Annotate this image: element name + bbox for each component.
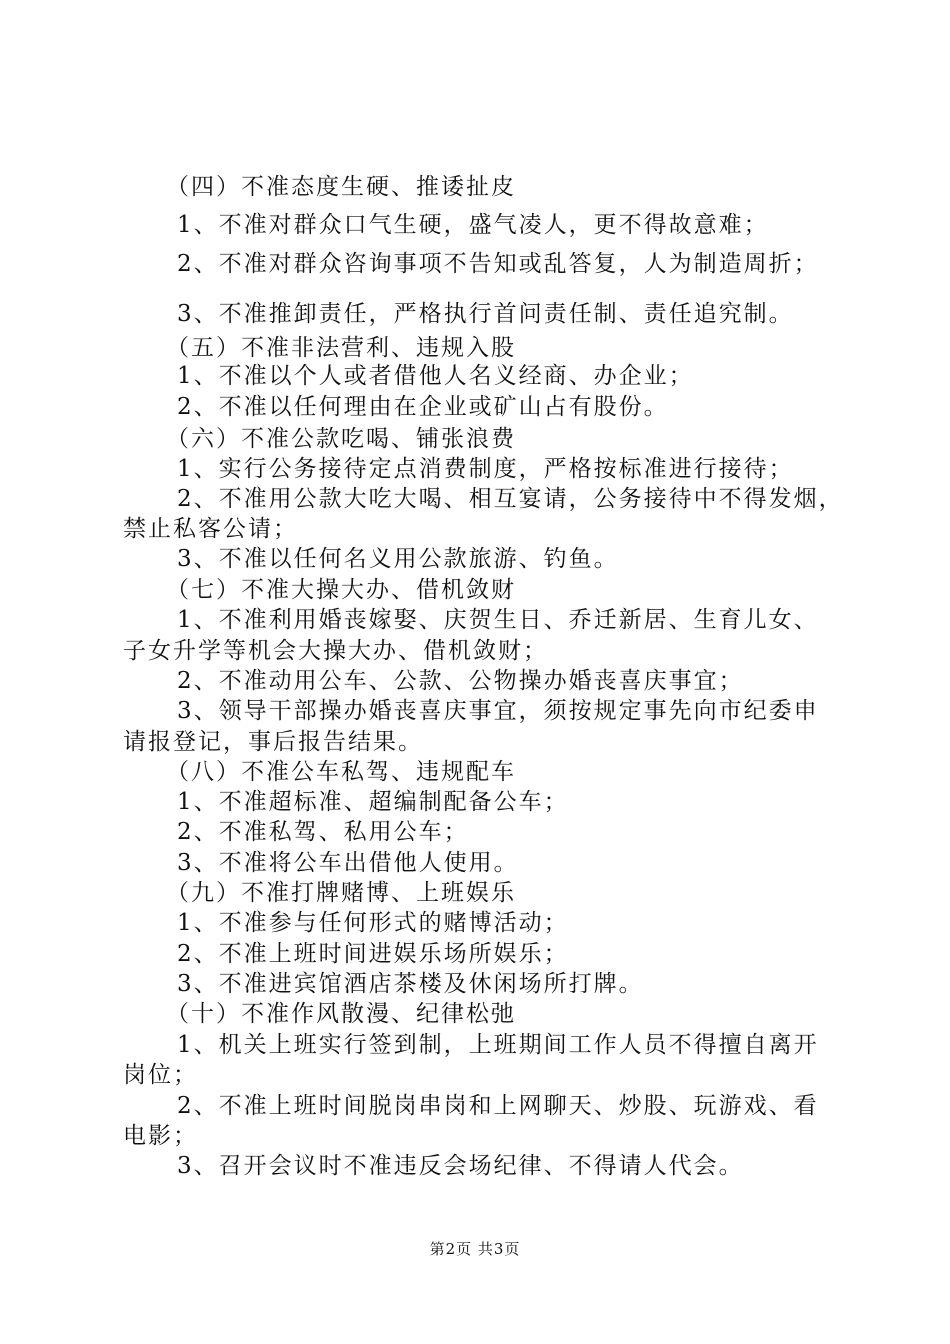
- page-number-footer: 第2页 共3页: [429, 1240, 521, 1258]
- item-10-1: 1、机关上班实行签到制，上班期间工作人员不得擅自离开: [177, 1032, 819, 1058]
- item-4-3: 3、不准推卸责任，严格执行首问责任制、责任追究制。: [177, 301, 794, 327]
- section-heading-6: （六）不准公款吃喝、铺张浪费: [166, 426, 516, 452]
- item-7-1: 1、不准利用婚丧嫁娶、庆贺生日、乔迁新居、生育儿女、: [177, 607, 819, 633]
- item-6-1: 1、实行公务接待定点消费制度，严格按标准进行接待；: [177, 456, 794, 482]
- item-5-1: 1、不准以个人或者借他人名义经商、办企业；: [177, 363, 694, 389]
- item-6-2-continued: 禁止私客公请；: [123, 516, 298, 542]
- item-9-3: 3、不准进宾馆酒店茶楼及休闲场所打牌。: [177, 971, 644, 997]
- item-10-2: 2、不准上班时间脱岗串岗和上网聊天、炒股、玩游戏、看: [177, 1093, 819, 1119]
- section-heading-7: （七）不准大操大办、借机敛财: [166, 577, 516, 603]
- item-10-1-continued: 岗位；: [123, 1062, 198, 1088]
- item-8-1: 1、不准超标准、超编制配备公车；: [177, 789, 569, 815]
- item-4-2: 2、不准对群众咨询事项不告知或乱答复，人为制造周折；: [177, 251, 819, 277]
- item-9-1: 1、不准参与任何形式的赌博活动；: [177, 910, 569, 936]
- item-7-3: 3、领导干部操办婚丧喜庆事宜，须按规定事先向市纪委申: [177, 698, 819, 724]
- section-heading-5: （五）不准非法营利、违规入股: [166, 335, 516, 361]
- section-heading-10: （十）不准作风散漫、纪律松弛: [166, 1001, 516, 1027]
- section-heading-8: （八）不准公车私驾、违规配车: [166, 759, 516, 785]
- section-heading-4: （四）不准态度生硬、推诿扯皮: [166, 174, 516, 200]
- item-10-3: 3、召开会议时不准违反会场纪律、不得请人代会。: [177, 1153, 744, 1179]
- item-7-3-continued: 请报登记，事后报告结果。: [123, 729, 423, 755]
- item-8-3: 3、不准将公车出借他人使用。: [177, 850, 519, 876]
- item-6-3: 3、不准以任何名义用公款旅游、钓鱼。: [177, 546, 619, 572]
- item-5-2: 2、不准以任何理由在企业或矿山占有股份。: [177, 394, 669, 420]
- section-heading-9: （九）不准打牌赌博、上班娱乐: [166, 880, 516, 906]
- item-9-2: 2、不准上班时间进娱乐场所娱乐；: [177, 941, 569, 967]
- item-6-2: 2、不准用公款大吃大喝、相互宴请，公务接待中不得发烟，: [177, 486, 844, 512]
- item-10-2-continued: 电影；: [123, 1123, 198, 1149]
- item-4-1: 1、不准对群众口气生硬，盛气凌人，更不得故意难；: [177, 212, 769, 238]
- item-7-2: 2、不准动用公车、公款、公物操办婚丧喜庆事宜；: [177, 668, 744, 694]
- item-7-1-continued: 子女升学等机会大操大办、借机敛财；: [123, 638, 548, 664]
- item-8-2: 2、不准私驾、私用公车；: [177, 819, 469, 845]
